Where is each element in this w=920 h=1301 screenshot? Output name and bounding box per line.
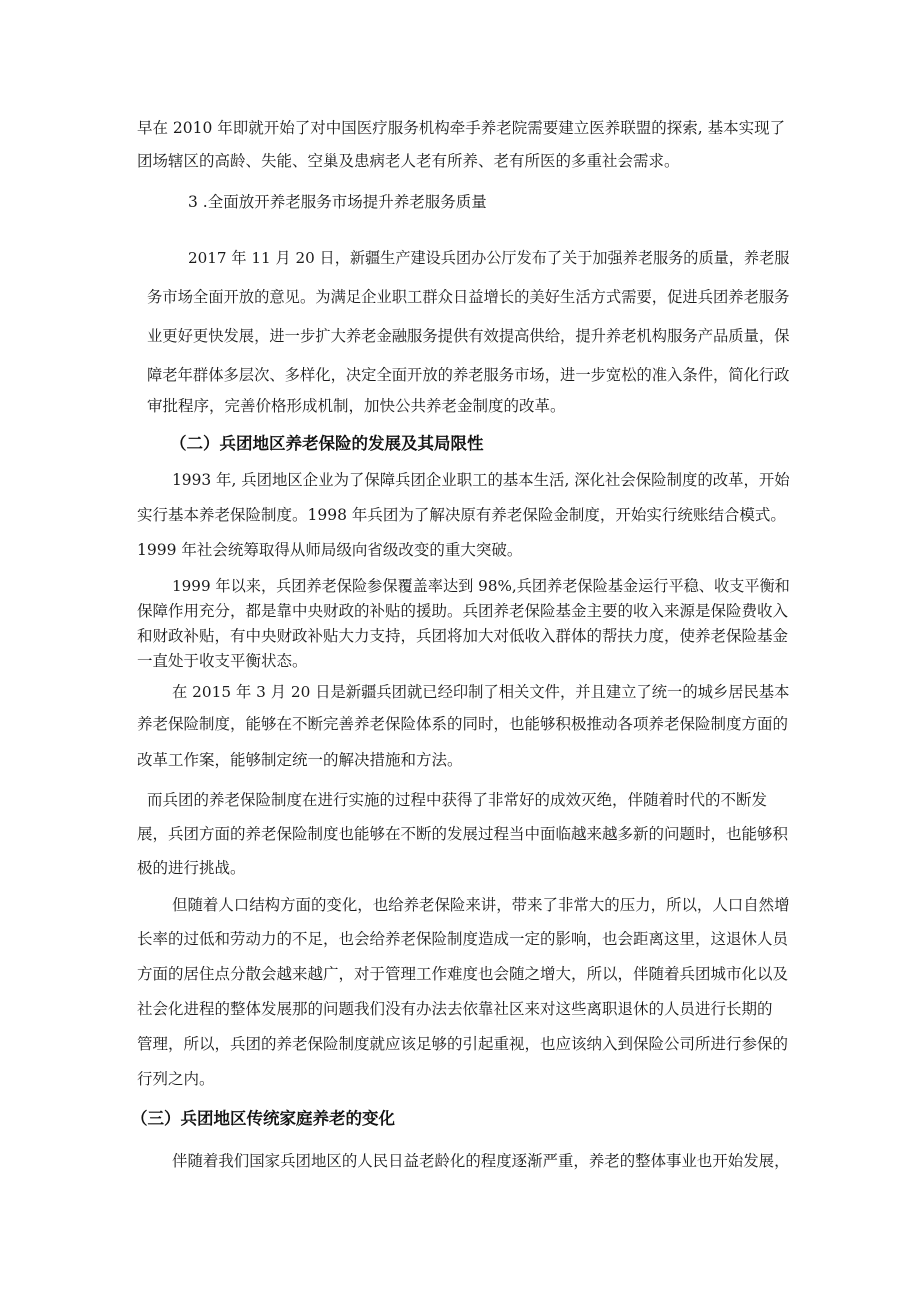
paragraph-line: 方面的居住点分散会越来越广，对于管理工作难度也会随之增大，所以，伴随着兵团城市化以及: [137, 965, 789, 983]
paragraph-line: 业更好更快发展，进一步扩大养老金融服务提供有效提高供给，提升养老机构服务产品质量，保: [147, 327, 790, 345]
paragraph-line: 团场辖区的高龄、失能、空巢及患病老人老有所养、老有所医的多重社会需求。: [137, 152, 680, 170]
subsection-heading: 3 .全面放开养老服务市场提升养老服务质量: [188, 193, 487, 211]
paragraph-line: 2017 年 11 月 20 日，新疆生产建设兵团办公厅发布了关于加强养老服务的质量，养老服: [188, 249, 790, 267]
paragraph-line: 障老年群体多层次、多样化，决定全面开放的养老服务市场，进一步宽松的准入条件，简化行政: [147, 366, 790, 384]
paragraph-line: 1999 年社会统筹取得从师局级向省级改变的重大突破。: [137, 541, 523, 559]
paragraph-line: 社会化进程的整体发展那的问题我们没有办法去依靠社区来对这些离职退休的人员进行长期的: [137, 1000, 773, 1018]
paragraph-line: 展，兵团方面的养老保险制度也能够在不断的发展过程当中面临越来越多新的问题时，也能够积: [137, 825, 789, 843]
paragraph-line: 而兵团的养老保险制度在进行实施的过程中获得了非常好的成效灭绝，伴随着时代的不断发: [147, 791, 768, 809]
paragraph-line: 一直处于收支平衡状态。: [137, 652, 308, 670]
paragraph-line: 审批程序，完善价格形成机制，加快公共养老金制度的改革。: [147, 397, 566, 415]
paragraph-line: 但随着人口结构方面的变化，也给养老保险来讲，带来了非常大的压力，所以，人口自然增: [172, 896, 790, 914]
paragraph-line: 保障作用充分，都是靠中央财政的补贴的援助。兵团养老保险基金主要的收入来源是保险费收入: [137, 602, 789, 620]
paragraph-line: 管理，所以，兵团的养老保险制度就应该足够的引起重视，也应该纳入到保险公司所进行参保的: [137, 1035, 789, 1053]
paragraph-line: 在 2015 年 3 月 20 日是新疆兵团就已经印制了相关文件，并且建立了统一的城乡居民基本: [172, 683, 790, 701]
paragraph-line: 1999 年以来，兵团养老保险参保覆盖率达到 98%,兵团养老保险基金运行平稳、收支平衡和: [172, 577, 790, 595]
paragraph-line: 和财政补贴，有中央财政补贴大力支持，兵团将加大对低收入群体的帮扶力度，使养老保险基金: [137, 627, 789, 645]
paragraph-line: 行列之内。: [137, 1070, 215, 1088]
section-heading: （三）兵团地区传统家庭养老的变化: [131, 1109, 395, 1128]
paragraph-line: 长率的过低和劳动力的不足，也会给养老保险制度造成一定的影响，也会距离这里，这退休人员: [137, 930, 789, 948]
section-heading: （二）兵团地区养老保险的发展及其局限性: [170, 434, 484, 453]
paragraph-line: 1993 年, 兵团地区企业为了保障兵团企业职工的基本生活, 深化社会保险制度的改革，开始: [172, 471, 790, 489]
paragraph-line: 极的进行挑战。: [137, 859, 246, 877]
paragraph-line: 务市场全面开放的意见。为满足企业职工群众日益增长的美好生活方式需要，促进兵团养老服务: [147, 288, 790, 306]
paragraph-line: 实行基本养老保险制度。1998 年兵团为了解决原有养老保险金制度，开始实行统账结合模式。: [137, 506, 786, 524]
paragraph-line: 早在 2010 年即就开始了对中国医疗服务机构牵手养老院需要建立医养联盟的探索, 基本实现了: [137, 119, 786, 137]
paragraph-line: 改革工作案，能够制定统一的解决措施和方法。: [137, 751, 463, 769]
paragraph-line: 养老保险制度，能够在不断完善养老保险体系的同时，也能够积极推动各项养老保险制度方面的: [137, 715, 789, 733]
paragraph-line: 伴随着我们国家兵团地区的人民日益老龄化的程度逐渐严重，养老的整体事业也开始发展，: [172, 1152, 790, 1170]
